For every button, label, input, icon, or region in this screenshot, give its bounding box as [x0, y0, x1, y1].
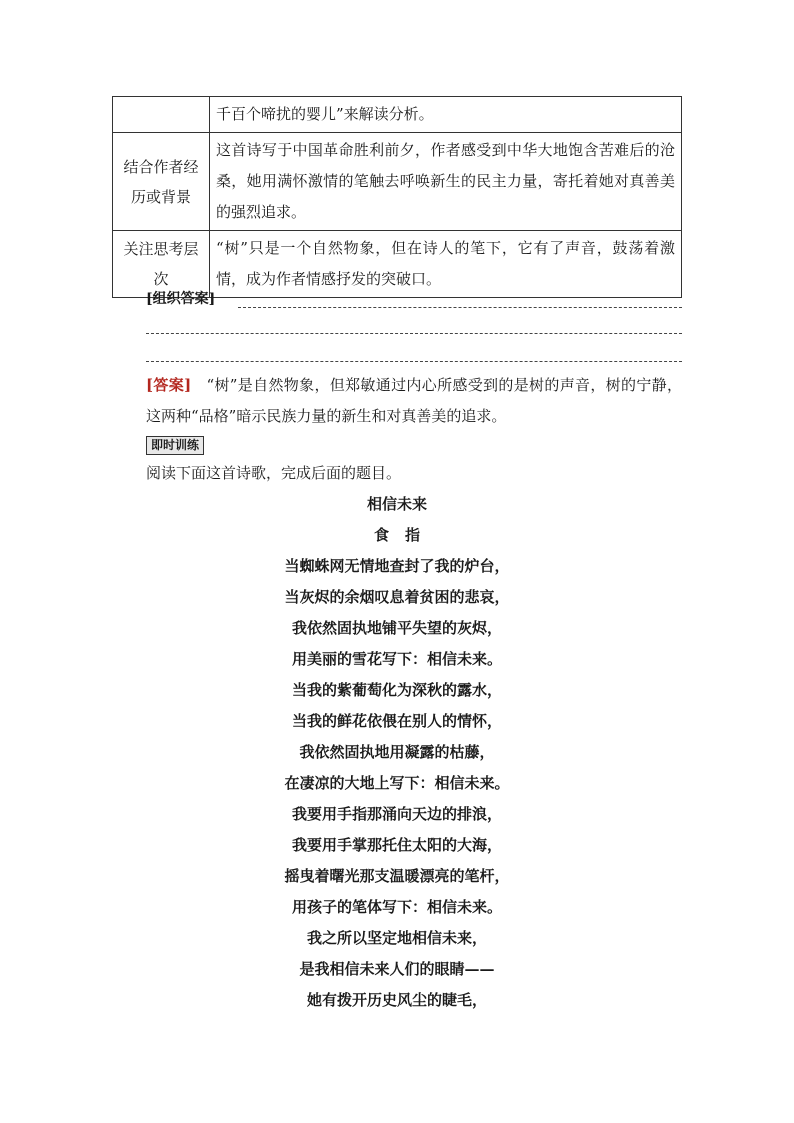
- table-row: [113, 97, 682, 133]
- poem-line: 用孩子的笔体写下：相信未来。: [291, 898, 502, 916]
- poem-line: 是我相信未来人们的眼睛——: [299, 960, 495, 978]
- poem-line: 在凄凉的大地上写下：相信未来。: [284, 774, 510, 792]
- poem-author: 食指: [373, 526, 436, 544]
- poem-line: 摇曳着曙光那支温暖漂亮的笔杆，: [284, 867, 510, 885]
- poem-line: 当蜘蛛网无情地查封了我的炉台，: [284, 557, 510, 575]
- answer-blank-line: [146, 333, 682, 334]
- answer-blank-line: [238, 307, 682, 308]
- organize-answer-tag: [组织答案]: [146, 291, 216, 307]
- poem-line: 我要用手指那涌向天边的排浪，: [291, 805, 502, 823]
- answer-blank-row: [146, 316, 682, 338]
- poem-line: 我依然固执地用凝露的枯藤，: [299, 743, 495, 761]
- poem-line: 当我的鲜花依偎在别人的情怀，: [291, 712, 502, 730]
- poem-line: 我依然固执地铺平失望的灰烬，: [291, 619, 502, 637]
- table-row: [113, 133, 682, 231]
- drill-section-label: 即时训练: [146, 436, 204, 455]
- answer-blank-row: [146, 344, 682, 366]
- row-label: 关注思考层次: [113, 231, 210, 298]
- answer-text: “树”是自然物象，但郑敏通过内心所感受到的是树的声音，树的宁静，这两种“品格”暗示民族力量的新生和对真善美的追求。: [146, 376, 682, 425]
- organize-answer-line: [146, 290, 682, 312]
- row-label: [113, 97, 210, 133]
- row-content: “树”只是一个自然物象，但在诗人的笔下，它有了声音，鼓荡着激情，成为作者情感抒发的突破口。: [210, 231, 682, 298]
- poem-line: 我之所以坚定地相信未来，: [306, 929, 487, 947]
- answer-blank-line: [146, 361, 682, 362]
- poem-line: 用美丽的雪花写下：相信未来。: [291, 650, 502, 668]
- poem-line: 她有拨开历史风尘的睫毛，: [306, 991, 487, 1009]
- poem-title: 相信未来: [366, 495, 427, 513]
- row-label: 结合作者经历或背景: [113, 133, 210, 231]
- poem-line: 当灰烬的余烟叹息着贫困的悲哀，: [284, 588, 510, 606]
- answer-tag: [答案]: [146, 376, 192, 394]
- poem-line: 当我的紫葡萄化为深秋的露水，: [291, 681, 502, 699]
- analysis-table: [112, 96, 682, 298]
- exercise-intro: 阅读下面这首诗歌，完成后面的题目。: [146, 464, 402, 482]
- answer-paragraph: [146, 370, 682, 432]
- row-content: 这首诗写于中国革命胜利前夕，作者感受到中华大地饱含苦难后的沧桑，她用满怀激情的笔触去呼唤新生的民主力量，寄托着她对真善美的强烈追求。: [210, 133, 682, 231]
- poem: [112, 489, 682, 1016]
- row-content: 千百个啼扰的婴儿”来解读分析。: [210, 97, 682, 133]
- poem-line: 我要用手掌那托住太阳的大海，: [291, 836, 502, 854]
